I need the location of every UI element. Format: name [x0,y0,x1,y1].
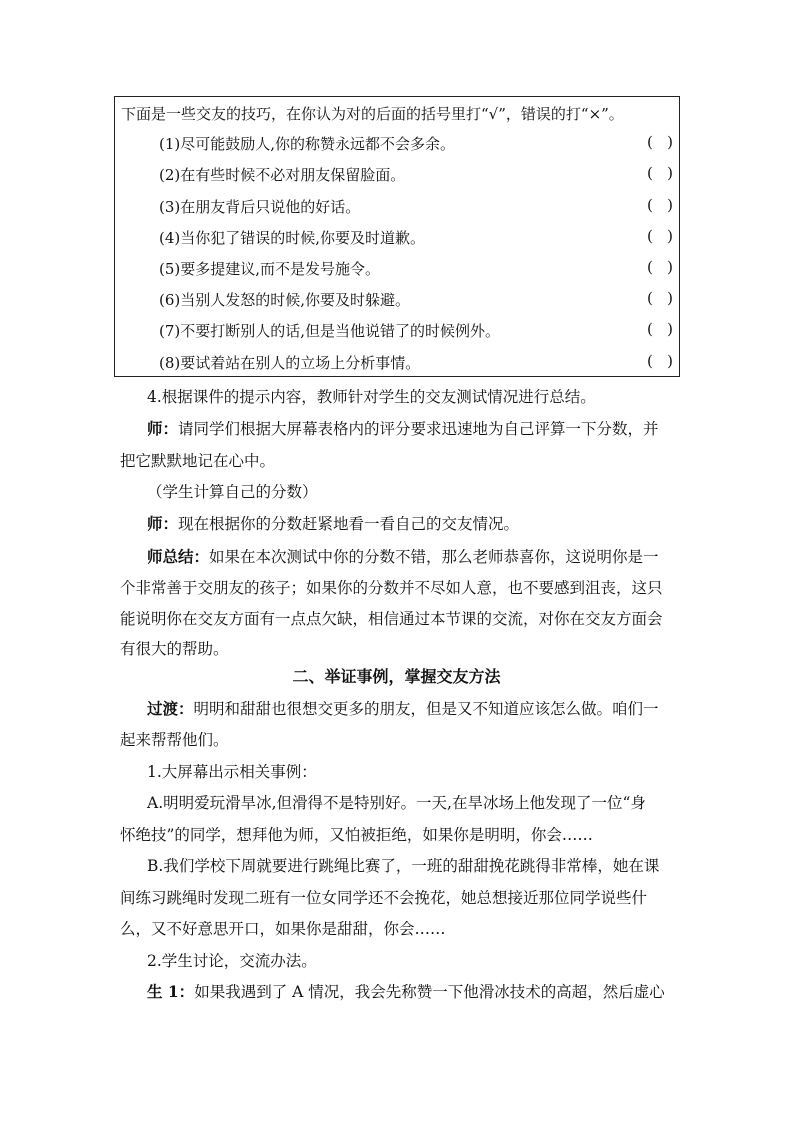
summary-line [147,545,659,567]
speech-text: 现在根据你的分数赶紧地看一看自己的交友情况。 [178,515,520,533]
quiz-item [159,258,673,282]
quiz-item [159,196,673,220]
teacher-line [147,512,519,534]
quiz-item-text: (4)当你犯了错误的时候,你要及时道歉。 [159,229,426,247]
step-1: 1.大屏幕出示相关事例： [147,763,317,781]
example-b-continuation: 么，又不好意思开口，如果你是甜甜，你会…… [120,920,446,938]
answer-parentheses: ( ) [646,289,673,307]
quiz-item-text: (6)当别人发怒的时候,你要及时躲避。 [159,291,411,309]
speech-text: 如果我遇到了 A 情况，我会先称赞一下他滑冰技术的高超，然后虚心 [194,983,665,1001]
answer-parentheses: ( ) [646,258,673,276]
step-4: 4.根据课件的提示内容，教师针对学生的交友测试情况进行总结。 [147,388,596,406]
quiz-item [159,164,673,188]
speaker-label: 师： [147,419,179,438]
quiz-item-text: (3)在朋友背后只说他的好话。 [159,198,361,216]
answer-parentheses: ( ) [646,352,673,370]
quiz-item [159,227,673,251]
step-2: 2.学生讨论，交流办法。 [147,952,317,970]
section-heading: 二、举证事例，掌握交友方法 [292,667,501,686]
speech-text: 请同学们根据大屏幕表格内的评分要求迅速地为自己评算一下分数，并 [178,420,659,438]
quiz-item [159,352,673,376]
answer-parentheses: ( ) [646,227,673,245]
student-line [147,980,665,1002]
quiz-intro: 下面是一些交友的技巧，在你认为对的后面的括号里打“√”，错误的打“×”。 [121,105,624,123]
answer-parentheses: ( ) [646,196,673,214]
teacher-line [147,417,659,439]
quiz-item [159,289,673,313]
quiz-item-text: (7)不要打断别人的话,但是当他说错了的时候例外。 [159,322,501,340]
example-b-continuation: 间练习跳绳时发现二班有一位女同学还不会挽花，她总想接近那位同学说些什 [120,889,648,907]
example-a-line: A.明明爱玩滑旱冰,但滑得不是特别好。一天,在旱冰场上他发现了一位“身 [147,794,646,812]
speech-continuation: 把它默默地记在心中。 [120,452,276,470]
speech-text: 明明和甜甜也很想交更多的朋友，但是又不知道应该怎么做。咱们一 [193,700,659,718]
quiz-item-text: (8)要试着站在别人的立场上分析事情。 [159,354,421,372]
speech-text: 如果在本次测试中你的分数不错，那么老师恭喜你，这说明你是一 [209,548,659,566]
speaker-label: 师总结： [147,547,210,566]
summary-continuation: 个非常善于交朋友的孩子；如果你的分数并不尽如人意，也不要感到沮丧，这只 [120,579,663,597]
example-a-continuation: 怀绝技”的同学，想拜他为师，又怕被拒绝，如果你是明明，你会…… [120,826,593,844]
student-note: （学生计算自己的分数） [147,483,318,501]
transition-line [147,697,659,719]
speaker-label: 过渡： [147,699,194,718]
answer-parentheses: ( ) [646,320,673,338]
summary-continuation: 能说明你在交友方面有一点点欠缺，相信通过本节课的交流，对你在交友方面会 [120,610,663,628]
example-b-line: B.我们学校下周就要进行跳绳比赛了，一班的甜甜挽花跳得非常棒，她在课 [147,857,660,875]
speaker-label: 师： [147,514,179,533]
quiz-item-text: (1)尽可能鼓励人,你的称赞永远都不会多余。 [159,135,456,153]
quiz-item [159,320,673,344]
quiz-box [114,96,680,377]
quiz-item-text: (2)在有些时候不必对朋友保留脸面。 [159,166,406,184]
quiz-item [159,133,673,157]
transition-continuation: 起来帮帮他们。 [120,731,229,749]
summary-continuation: 有很大的帮助。 [120,640,229,658]
answer-parentheses: ( ) [646,164,673,182]
speaker-label: 生 1： [147,982,195,1001]
answer-parentheses: ( ) [646,133,673,151]
quiz-item-text: (5)要多提建议,而不是发号施令。 [159,260,381,278]
